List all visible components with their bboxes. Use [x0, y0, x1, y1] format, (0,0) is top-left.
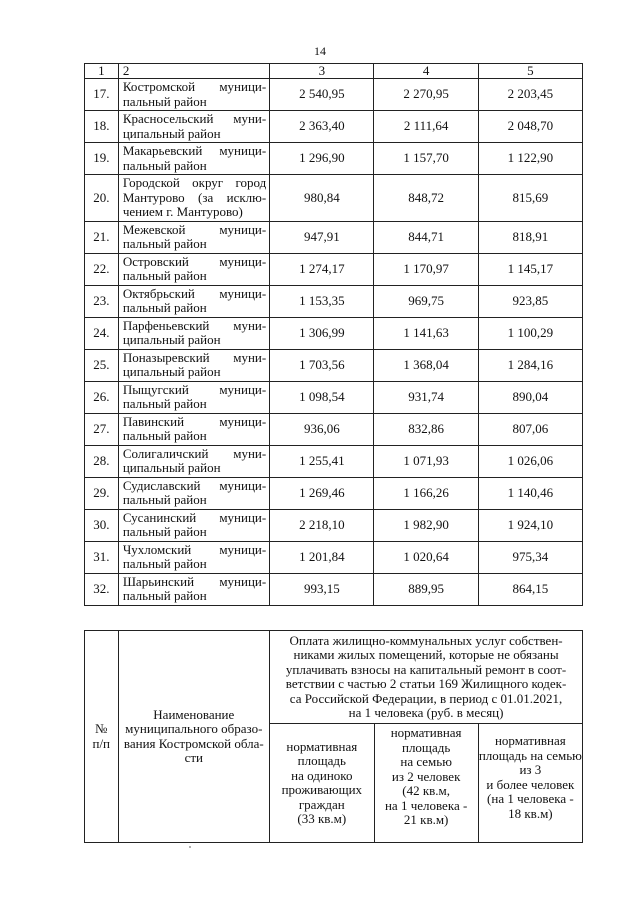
municipality-name-line: пальный район	[122, 157, 207, 173]
value-column-4: 1 141,63	[374, 317, 478, 349]
tariff-table-continued	[84, 63, 583, 606]
header-sub-line: на одиноко	[291, 767, 353, 783]
table-row	[85, 541, 583, 573]
row-number: 21.	[85, 221, 119, 253]
municipality-name	[118, 509, 269, 541]
table-row	[85, 445, 583, 477]
header-name-line: сти	[184, 750, 203, 765]
header-number-line: п/п	[92, 735, 111, 751]
value-column-3: 1 703,56	[270, 349, 374, 381]
header-payment-line: Оплата жилищно-коммунальных услуг собствен-	[289, 632, 563, 648]
municipality-name-line: Красносельский муни-	[122, 111, 267, 126]
value-column-4: 1 071,93	[374, 445, 478, 477]
municipality-name-line: чением г. Мантурово)	[122, 204, 243, 219]
value-column-4: 2 111,64	[374, 111, 478, 143]
header-number-line: №	[95, 721, 108, 736]
row-number: 31.	[85, 541, 119, 573]
value-column-5: 1 026,06	[478, 445, 582, 477]
municipality-name-line: Островский муници-	[122, 253, 267, 269]
value-column-5: 923,85	[478, 285, 582, 317]
header-municipality-name	[118, 631, 270, 843]
table-row	[85, 573, 583, 605]
header-single-resident	[270, 724, 374, 843]
tariff-table-header-block	[84, 630, 583, 843]
value-column-3: 993,15	[270, 573, 374, 605]
municipality-name-line: Парфеньевский муни-	[122, 317, 267, 333]
municipality-name	[118, 285, 269, 317]
municipality-name	[118, 253, 269, 285]
header-sub-line: проживающих	[281, 782, 363, 797]
value-column-5: 975,34	[478, 541, 582, 573]
value-column-3: 936,06	[270, 413, 374, 445]
row-number: 32.	[85, 573, 119, 605]
header-sub-line: на семью	[400, 754, 452, 769]
municipality-name-line: пальный район	[122, 428, 207, 443]
table-row	[85, 111, 583, 143]
municipality-name-line: пальный район	[122, 396, 207, 411]
row-number: 27.	[85, 413, 119, 445]
header-payment-line: са Российской Федерации, в период с 01.01.2021,	[289, 690, 563, 706]
header-sub-line: из 2 человек	[391, 768, 461, 784]
column-number-4: 4	[374, 64, 478, 79]
municipality-name	[118, 317, 269, 349]
header-sub-line: (33 кв.м)	[297, 811, 347, 826]
value-column-4: 1 982,90	[374, 509, 478, 541]
header-payment-line: на 1 человека (руб. в месяц)	[348, 705, 504, 720]
municipality-name-line: Костромской муници-	[122, 79, 267, 94]
value-column-3: 947,91	[270, 221, 374, 253]
header-payment-line: уплачивать взносы на капитальный ремонт в соот-	[285, 661, 567, 677]
municipality-name-line: ципальный район	[122, 460, 221, 475]
municipality-name-line: пальный район	[122, 93, 207, 109]
table-row	[85, 413, 583, 445]
value-column-5: 1 145,17	[478, 253, 582, 285]
value-column-5: 1 122,90	[478, 143, 582, 175]
municipality-name-line: Пыщугский муници-	[122, 381, 267, 397]
header-payment-line: ветствии с частью 2 статьи 169 Жилищного кодек-	[285, 676, 567, 691]
municipality-name-line: пальный район	[122, 588, 207, 603]
municipality-name-line: Чухломский муници-	[122, 541, 267, 557]
table-row	[85, 381, 583, 413]
municipality-name-line: пальный район	[122, 556, 207, 571]
value-column-5: 864,15	[478, 573, 582, 605]
municipality-name-line: пальный район	[122, 236, 207, 251]
municipality-name-line: Сусанинский муници-	[122, 509, 267, 525]
municipality-name	[118, 381, 269, 413]
municipality-name-line: Межевской муници-	[122, 221, 267, 237]
column-number-5: 5	[478, 64, 582, 79]
header-family-of-three	[478, 724, 582, 843]
table-row	[85, 317, 583, 349]
column-number-1: 1	[85, 64, 119, 79]
header-sub-line: из 3	[519, 762, 542, 777]
municipality-name-line: пальный район	[122, 268, 207, 283]
value-column-5: 1 140,46	[478, 477, 582, 509]
header-sub-line: и более человек	[486, 776, 575, 792]
page-number: 14	[314, 44, 326, 58]
municipality-name	[118, 541, 269, 573]
value-column-3: 1 306,99	[270, 317, 374, 349]
header-sub-line: нормативная	[390, 725, 462, 740]
value-column-3: 1 269,46	[270, 477, 374, 509]
municipality-name	[118, 111, 269, 143]
value-column-5: 2 048,70	[478, 111, 582, 143]
municipality-name-line: Макарьевский муници-	[122, 143, 267, 158]
municipality-name	[118, 143, 269, 175]
municipality-name	[118, 349, 269, 381]
value-column-5: 818,91	[478, 221, 582, 253]
row-number: 19.	[85, 143, 119, 175]
value-column-3: 980,84	[270, 175, 374, 222]
column-number-3: 3	[270, 64, 374, 79]
header-name-line: вания Костромской обла-	[123, 735, 264, 751]
header-sub-line: нормативная	[494, 733, 566, 748]
value-column-5: 890,04	[478, 381, 582, 413]
municipality-name	[118, 477, 269, 509]
row-number: 25.	[85, 349, 119, 381]
table-row	[85, 175, 583, 222]
value-column-3: 2 540,95	[270, 79, 374, 111]
value-column-4: 1 368,04	[374, 349, 478, 381]
header-sub-line: площадь	[297, 753, 346, 768]
value-column-4: 1 170,97	[374, 253, 478, 285]
header-sub-line: площадь	[401, 739, 451, 755]
header-sub-line: 21 кв.м)	[403, 812, 449, 827]
municipality-name-line: ципальный район	[122, 332, 221, 347]
header-sub-line: на 1 человека -	[384, 797, 468, 813]
municipality-name	[118, 445, 269, 477]
municipality-name-line: Поназыревский муни-	[122, 349, 267, 365]
municipality-name	[118, 221, 269, 253]
row-number: 17.	[85, 79, 119, 111]
municipality-name-line: Городской округ город	[122, 175, 267, 190]
value-column-5: 1 924,10	[478, 509, 582, 541]
table-row	[85, 221, 583, 253]
municipality-name-line: Мантурово (за исклю-	[122, 189, 267, 205]
row-number: 24.	[85, 317, 119, 349]
table-row	[85, 285, 583, 317]
header-sub-line: (на 1 человека -	[487, 791, 574, 806]
header-sub-line: граждан	[298, 796, 345, 812]
value-column-3: 2 218,10	[270, 509, 374, 541]
value-column-5: 2 203,45	[478, 79, 582, 111]
municipality-name	[118, 175, 269, 222]
value-column-4: 969,75	[374, 285, 478, 317]
row-number: 23.	[85, 285, 119, 317]
value-column-4: 931,74	[374, 381, 478, 413]
municipality-name	[118, 413, 269, 445]
value-column-5: 807,06	[478, 413, 582, 445]
value-column-4: 844,71	[374, 221, 478, 253]
value-column-3: 2 363,40	[270, 111, 374, 143]
municipality-name-line: Солигаличский муни-	[122, 445, 267, 461]
row-number: 26.	[85, 381, 119, 413]
municipality-name-line: ципальный район	[122, 364, 221, 379]
header-family-of-two	[374, 724, 478, 843]
municipality-name-line: пальный район	[122, 300, 207, 315]
row-number: 30.	[85, 509, 119, 541]
row-number: 18.	[85, 111, 119, 143]
table-row	[85, 253, 583, 285]
value-column-5: 1 284,16	[478, 349, 582, 381]
value-column-4: 1 157,70	[374, 143, 478, 175]
table-row	[85, 349, 583, 381]
column-number-row	[85, 64, 583, 79]
value-column-3: 1 201,84	[270, 541, 374, 573]
header-name-line: муниципального образо-	[125, 721, 263, 736]
municipality-name-line: пальный район	[122, 524, 207, 539]
value-column-4: 1 020,64	[374, 541, 478, 573]
value-column-5: 815,69	[478, 175, 582, 222]
municipality-name-line: пальный район	[122, 492, 207, 507]
table-row	[85, 79, 583, 111]
table-row	[85, 143, 583, 175]
table-row	[85, 509, 583, 541]
municipality-name-line: ципальный район	[122, 125, 221, 141]
row-number: 28.	[85, 445, 119, 477]
header-payment-description	[270, 631, 583, 724]
header-sub-line: площадь на семью	[478, 747, 582, 763]
header-row-number	[85, 631, 119, 843]
header-payment-line: никами жилых помещений, которые не обязаны	[293, 647, 559, 662]
municipality-name-line: Павинский муници-	[122, 413, 267, 429]
municipality-name	[118, 79, 269, 111]
value-column-4: 2 270,95	[374, 79, 478, 111]
value-column-3: 1 153,35	[270, 285, 374, 317]
header-sub-line: (42 кв.м,	[402, 783, 451, 798]
municipality-name-line: Шарьинский муници-	[122, 573, 267, 589]
value-column-4: 848,72	[374, 175, 478, 222]
municipality-name-line: Октябрьский муници-	[122, 285, 267, 301]
table-row	[85, 477, 583, 509]
row-number: 29.	[85, 477, 119, 509]
row-number: 22.	[85, 253, 119, 285]
value-column-4: 832,86	[374, 413, 478, 445]
value-column-3: 1 296,90	[270, 143, 374, 175]
header-sub-line: 18 кв.м)	[508, 805, 553, 821]
value-column-4: 1 166,26	[374, 477, 478, 509]
scan-speck	[189, 846, 191, 848]
municipality-name-line: Судиславский муници-	[122, 477, 267, 493]
value-column-5: 1 100,29	[478, 317, 582, 349]
header-name-line: Наименование	[153, 706, 235, 722]
row-number: 20.	[85, 175, 119, 222]
header-sub-line: нормативная	[286, 738, 358, 754]
value-column-3: 1 098,54	[270, 381, 374, 413]
column-number-2: 2	[118, 64, 269, 79]
value-column-3: 1 255,41	[270, 445, 374, 477]
value-column-3: 1 274,17	[270, 253, 374, 285]
municipality-name	[118, 573, 269, 605]
value-column-4: 889,95	[374, 573, 478, 605]
